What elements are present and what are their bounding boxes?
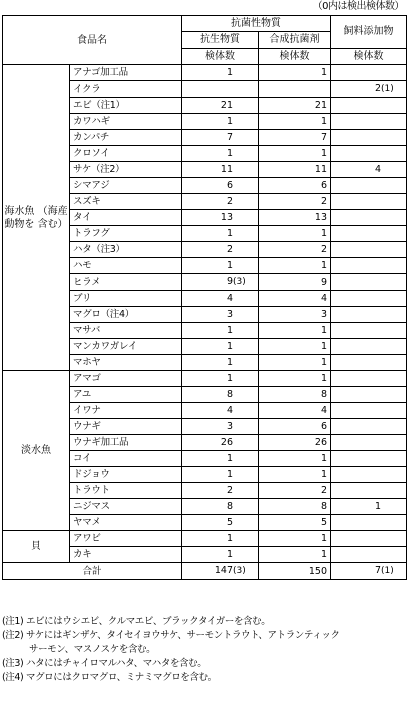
detected-count-note: （0内は検出検体数）: [312, 1, 404, 12]
table-row: [3, 65, 407, 81]
antibiotics-count: [182, 483, 259, 499]
food-name: ニジマス: [70, 499, 182, 515]
synthetic-count: 1: [259, 467, 331, 483]
antibiotics-count: [182, 274, 259, 291]
antibiotics-count: [182, 258, 259, 274]
food-name: カンパチ: [70, 130, 182, 146]
feed-additive-count: [331, 419, 407, 435]
header-antibacterial: 抗菌性物質: [182, 16, 331, 32]
feed-additive-count: [331, 258, 407, 274]
antibiotics-count: [182, 162, 259, 178]
footnote-line: (注1) エビにはウシエビ、クルマエビ、ブラックタイガーを含む。: [2, 616, 271, 627]
synthetic-count: 7: [259, 130, 331, 146]
antibiotics-count-value: 1: [226, 453, 233, 464]
antibiotics-count-value: 3: [226, 309, 233, 320]
food-name: タイ: [70, 210, 182, 226]
synthetic-count: 5: [259, 515, 331, 531]
feed-additive-count-value: 1: [374, 501, 381, 512]
header-count-synthetic: 検体数: [259, 48, 331, 64]
food-name: アナゴ加工品: [70, 65, 182, 81]
feed-additive-count: [331, 146, 407, 162]
antibiotics-count-value: 1: [226, 228, 233, 239]
antibiotics-count: [182, 531, 259, 547]
header-count-antibiotics: 検体数: [182, 48, 259, 64]
antibiotics-count-value: 11: [220, 164, 233, 175]
total-feed-additive-detected: (1): [381, 566, 394, 576]
footnote-line: (注4) マグロにはクロマグロ、ミナミマグロを含む。: [2, 672, 217, 683]
category-label: 淡水魚: [3, 371, 70, 531]
synthetic-count: 1: [259, 146, 331, 162]
feed-additive-count: [331, 194, 407, 210]
feed-additive-count: [331, 81, 407, 98]
synthetic-count: 6: [259, 178, 331, 194]
food-name: ハタ（注3）: [70, 242, 182, 258]
antibiotics-count-value: 2: [226, 196, 233, 207]
total-feed-additive-value: 7: [374, 565, 381, 576]
food-name: ウナギ加工品: [70, 435, 182, 451]
antibiotics-count: [182, 291, 259, 307]
table-row: [3, 531, 407, 547]
antibiotics-count: [182, 146, 259, 162]
total-synthetic: 150: [259, 563, 331, 580]
total-antibiotics-detected: (3): [233, 566, 246, 576]
antibiotics-count-value: 26: [220, 437, 233, 448]
synthetic-count: 1: [259, 226, 331, 242]
antibiotics-count-value: 5: [226, 517, 233, 528]
antibiotics-count-value: 8: [226, 389, 233, 400]
synthetic-count: 1: [259, 258, 331, 274]
food-name: イワナ: [70, 403, 182, 419]
antibiotics-count-value: 1: [226, 67, 233, 78]
synthetic-count: 21: [259, 98, 331, 114]
synthetic-count: 6: [259, 419, 331, 435]
category-label: 貝: [3, 531, 70, 563]
feed-additive-count: [331, 242, 407, 258]
feed-additive-count: [331, 178, 407, 194]
food-name: トラフグ: [70, 226, 182, 242]
synthetic-count: 2: [259, 483, 331, 499]
feed-additive-count: [331, 226, 407, 242]
synthetic-count: 4: [259, 291, 331, 307]
antibiotics-count: [182, 403, 259, 419]
footnote-line: (注2) サケにはギンザケ、タイセイヨウサケ、サーモントラウト、アトランティック: [2, 630, 340, 641]
antibiotics-count: [182, 242, 259, 258]
feed-additive-count: [331, 403, 407, 419]
antibiotics-count: [182, 355, 259, 371]
antibiotics-count: [182, 210, 259, 226]
feed-additive-count: [331, 499, 407, 515]
antibiotics-count-detected: (3): [233, 277, 246, 287]
feed-additive-count: [331, 467, 407, 483]
header-feed-additive: 飼料添加物: [331, 16, 407, 49]
synthetic-count: 1: [259, 114, 331, 130]
food-name: ヤマメ: [70, 515, 182, 531]
antibiotics-count: [182, 419, 259, 435]
antibiotics-count: [182, 467, 259, 483]
antibiotics-count: [182, 499, 259, 515]
antibiotics-count: [182, 451, 259, 467]
feed-additive-count: [331, 65, 407, 81]
synthetic-count: 8: [259, 387, 331, 403]
synthetic-count: 1: [259, 531, 331, 547]
food-name: マサバ: [70, 323, 182, 339]
food-name: エビ（注1）: [70, 98, 182, 114]
antibiotics-count: [182, 371, 259, 387]
antibiotics-count: [182, 435, 259, 451]
food-name: ヒラメ: [70, 274, 182, 291]
synthetic-count: 9: [259, 274, 331, 291]
antibiotics-count: [182, 387, 259, 403]
synthetic-count: 1: [259, 323, 331, 339]
antibiotics-count: [182, 81, 259, 98]
feed-additive-count: [331, 435, 407, 451]
feed-additive-count: [331, 274, 407, 291]
antibiotics-count-value: 2: [226, 485, 233, 496]
footnote-line: (注3) ハタにはチャイロマルハタ、マハタを含む。: [2, 658, 207, 669]
food-name: サケ（注2）: [70, 162, 182, 178]
header-antibiotics: 抗生物質: [182, 32, 259, 48]
food-name: アユ: [70, 387, 182, 403]
synthetic-count: 1: [259, 65, 331, 81]
antibiotics-count-value: 1: [226, 116, 233, 127]
synthetic-count: 26: [259, 435, 331, 451]
antibiotics-count-value: 7: [226, 132, 233, 143]
antibiotics-count-value: 3: [226, 421, 233, 432]
feed-additive-count: [331, 162, 407, 178]
feed-additive-count: [331, 130, 407, 146]
antibiotics-count-value: 1: [226, 341, 233, 352]
table-row: [3, 371, 407, 387]
antibiotics-count: [182, 65, 259, 81]
feed-additive-count: [331, 355, 407, 371]
feed-additive-count: [331, 307, 407, 323]
food-name: トラウト: [70, 483, 182, 499]
synthetic-count: 1: [259, 547, 331, 563]
total-feed-additive: [331, 563, 407, 580]
antibiotics-count-value: 1: [226, 533, 233, 544]
antibiotics-count: [182, 307, 259, 323]
feed-additive-count: [331, 98, 407, 114]
food-name: マホヤ: [70, 355, 182, 371]
antibiotics-count-value: 1: [226, 373, 233, 384]
category-label: 海水魚 （海産動物を 含む）: [3, 65, 70, 371]
antibiotics-count-value: 6: [226, 180, 233, 191]
food-name: クロソイ: [70, 146, 182, 162]
header-synthetic: 合成抗菌剤: [259, 32, 331, 48]
antibiotics-count-value: 1: [226, 325, 233, 336]
total-antibiotics: [182, 563, 259, 580]
feed-additive-count: [331, 515, 407, 531]
synthetic-count: 1: [259, 355, 331, 371]
food-name: カワハギ: [70, 114, 182, 130]
antibiotics-count-value: 21: [220, 100, 233, 111]
food-name: アワビ: [70, 531, 182, 547]
total-antibiotics-value: 147: [214, 565, 233, 576]
antibiotics-count-value: 1: [226, 549, 233, 560]
antibiotics-count-value: 9: [226, 276, 233, 287]
synthetic-count: 1: [259, 451, 331, 467]
feed-additive-count: [331, 451, 407, 467]
feed-additive-count: [331, 114, 407, 130]
footnote-line: サーモン、マスノスケを含む。: [29, 644, 156, 655]
antibiotics-count: [182, 194, 259, 210]
food-name: シマアジ: [70, 178, 182, 194]
synthetic-count: 3: [259, 307, 331, 323]
antibiotics-count-value: 13: [220, 212, 233, 223]
food-name: ドジョウ: [70, 467, 182, 483]
feed-additive-count: [331, 547, 407, 563]
food-name: スズキ: [70, 194, 182, 210]
antibiotics-count-value: 4: [226, 293, 233, 304]
food-name: アマゴ: [70, 371, 182, 387]
antibiotics-count: [182, 323, 259, 339]
antibiotics-count: [182, 547, 259, 563]
synthetic-count: 2: [259, 194, 331, 210]
antibiotics-count: [182, 178, 259, 194]
food-name: マンカワガレイ: [70, 339, 182, 355]
total-label: 合計: [3, 563, 182, 580]
antibiotics-count: [182, 114, 259, 130]
feed-additive-count: [331, 531, 407, 547]
food-name: マグロ（注4）: [70, 307, 182, 323]
feed-additive-count-detected: (1): [381, 84, 394, 94]
synthetic-count: 2: [259, 242, 331, 258]
feed-additive-count: [331, 387, 407, 403]
antibiotics-count: [182, 98, 259, 114]
antibiotics-count: [182, 226, 259, 242]
antibiotics-count: [182, 515, 259, 531]
total-row: [3, 563, 407, 580]
feed-additive-count: [331, 210, 407, 226]
antibiotics-count-value: 1: [226, 148, 233, 159]
synthetic-count: 13: [259, 210, 331, 226]
food-name: ハモ: [70, 258, 182, 274]
footnotes: [2, 615, 406, 685]
food-name: ウナギ: [70, 419, 182, 435]
antibiotics-count-value: 1: [226, 469, 233, 480]
synthetic-count: 1: [259, 339, 331, 355]
food-name: カキ: [70, 547, 182, 563]
synthetic-count: 11: [259, 162, 331, 178]
inspection-table: [2, 15, 407, 580]
food-name: イクラ: [70, 81, 182, 98]
synthetic-count: 4: [259, 403, 331, 419]
antibiotics-count-value: 1: [226, 260, 233, 271]
antibiotics-count-value: 1: [226, 357, 233, 368]
antibiotics-count: [182, 339, 259, 355]
antibiotics-count-value: 8: [226, 501, 233, 512]
food-name: コイ: [70, 451, 182, 467]
feed-additive-count-value: 4: [374, 164, 381, 175]
feed-additive-count: [331, 291, 407, 307]
synthetic-count: [259, 81, 331, 98]
feed-additive-count: [331, 371, 407, 387]
header-food-name: 食品名: [3, 16, 182, 65]
feed-additive-count: [331, 483, 407, 499]
feed-additive-count: [331, 323, 407, 339]
food-name: ブリ: [70, 291, 182, 307]
antibiotics-count-value: 2: [226, 244, 233, 255]
antibiotics-count: [182, 130, 259, 146]
feed-additive-count-value: 2: [374, 83, 381, 94]
header-count-feed: 検体数: [331, 48, 407, 64]
synthetic-count: 1: [259, 371, 331, 387]
synthetic-count: 8: [259, 499, 331, 515]
feed-additive-count: [331, 339, 407, 355]
antibiotics-count-value: 4: [226, 405, 233, 416]
